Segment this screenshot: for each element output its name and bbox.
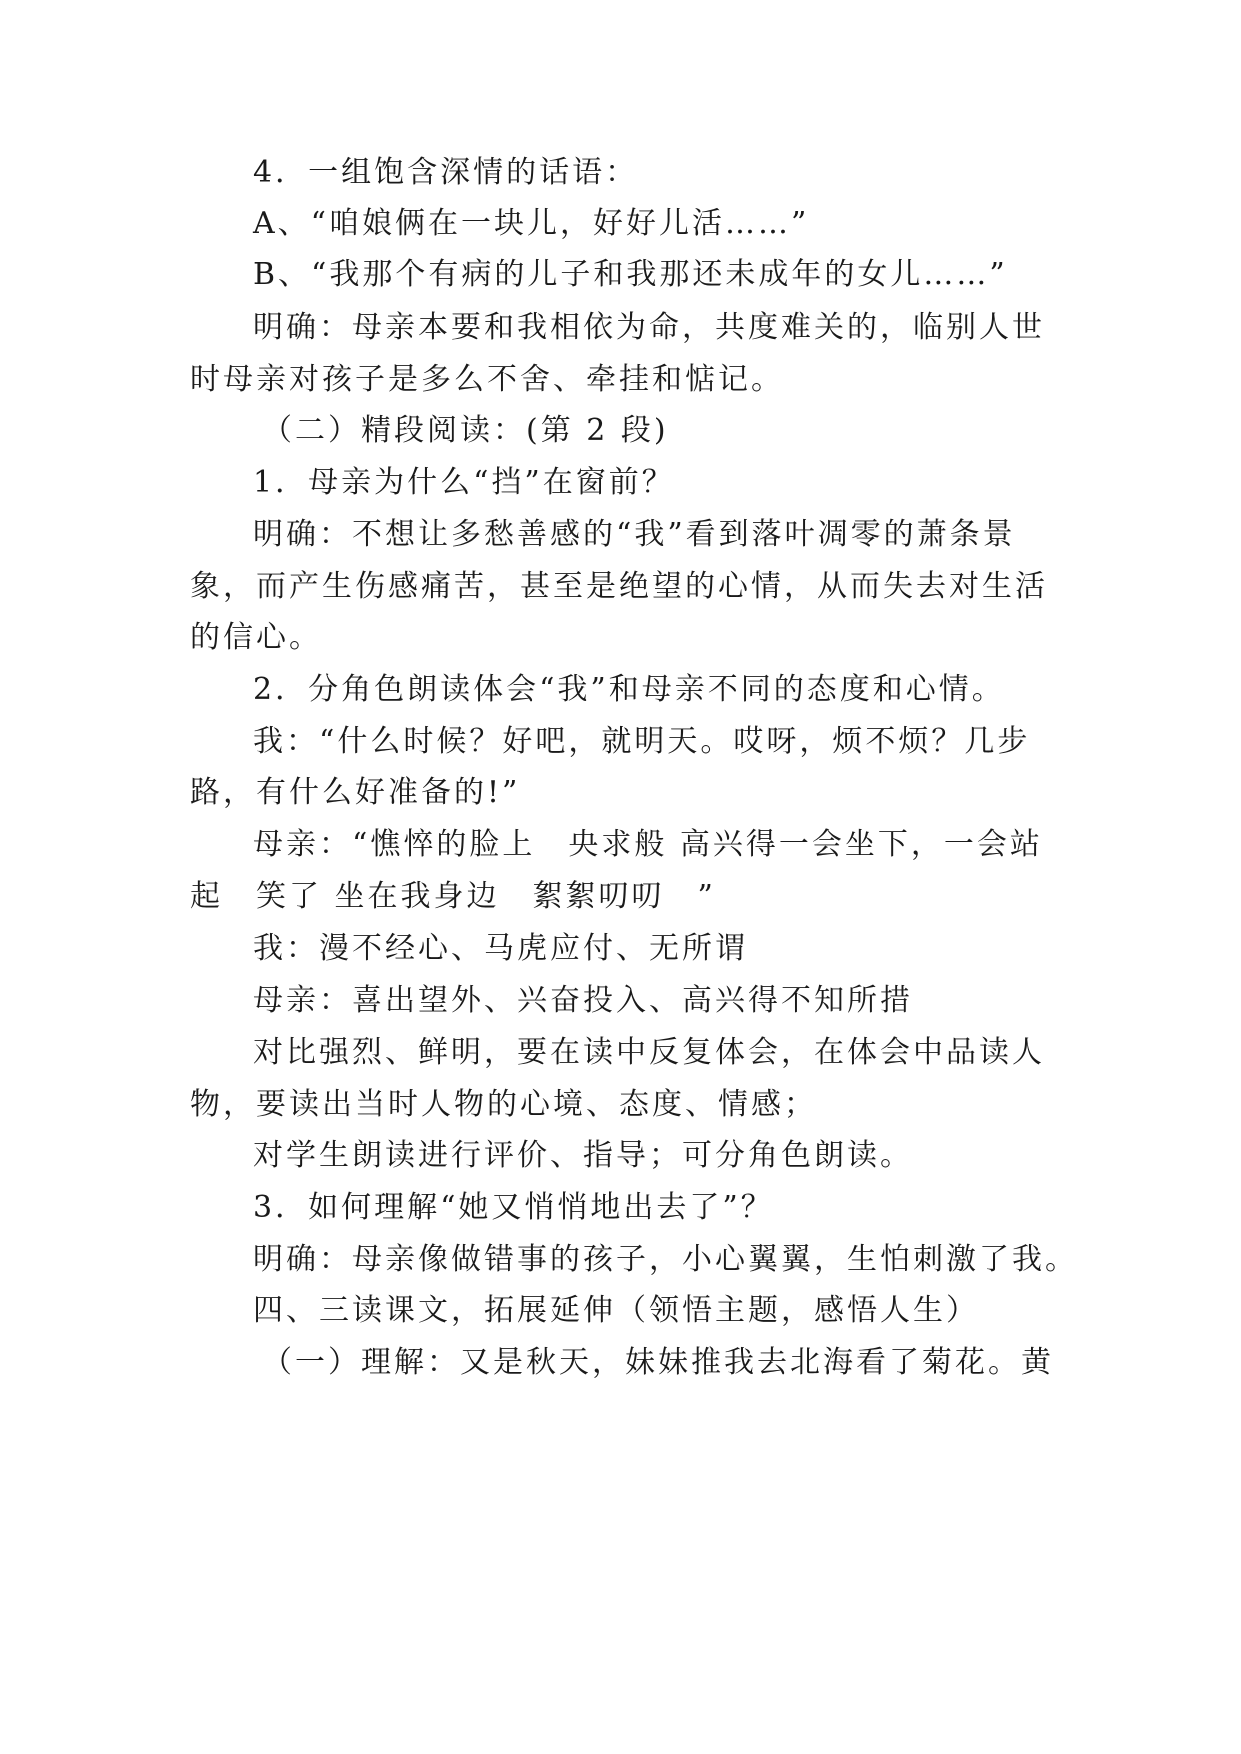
text-line: 明确：母亲本要和我相依为命，共度难关的，临别人世	[253, 310, 1045, 345]
text-line: 路，有什么好准备的!”	[190, 775, 521, 810]
text-line: 象，而产生伤感痛苦，甚至是绝望的心情，从而失去对生活	[190, 569, 1048, 604]
text-line: 对学生朗读进行评价、指导；可分角色朗读。	[253, 1138, 913, 1173]
text-line: 明确：不想让多愁善感的“我”看到落叶凋零的萧条景	[253, 517, 1016, 552]
text-line: B、“我那个有病的儿子和我那还未成年的女儿……”	[253, 257, 1008, 292]
text-line: 母亲：喜出望外、兴奋投入、高兴得不知所措	[253, 983, 913, 1018]
question-line: 3．如何理解“她又悄悄地出去了”？	[253, 1190, 774, 1225]
text-line: 明确：母亲像做错事的孩子，小心翼翼，生怕刺激了我。	[253, 1242, 1078, 1277]
text-line: 对比强烈、鲜明，要在读中反复体会，在体会中品读人	[253, 1035, 1045, 1070]
text-line: 时母亲对孩子是多么不舍、牵挂和惦记。	[190, 362, 784, 397]
text-line: 我：“什么时候？好吧，就明天。哎呀，烦不烦？几步	[253, 724, 1031, 759]
text-line: 起 笑了 坐在我身边 絮絮叨叨 ”	[190, 879, 716, 914]
question-line: 2．分角色朗读体会“我”和母亲不同的态度和心情。	[253, 672, 1005, 707]
question-line: 1．母亲为什么“挡”在窗前？	[253, 465, 675, 500]
text-line: 4．一组饱含深情的话语：	[253, 155, 639, 190]
section-heading: （二）精段阅读：(第 2 段)	[262, 413, 669, 448]
text-line: 母亲：“憔悴的脸上 央求般 高兴得一会坐下，一会站	[253, 827, 1043, 862]
text-line: A、“咱娘俩在一块儿，好好儿活……”	[253, 206, 810, 241]
text-line: 的信心。	[190, 620, 322, 655]
text-line: （一）理解：又是秋天，妹妹推我去北海看了菊花。黄	[262, 1345, 1054, 1380]
section-heading: 四、三读课文，拓展延伸（领悟主题，感悟人生）	[253, 1293, 979, 1328]
text-line: 物，要读出当时人物的心境、态度、情感；	[190, 1087, 817, 1122]
text-line: 我：漫不经心、马虎应付、无所谓	[253, 931, 748, 966]
